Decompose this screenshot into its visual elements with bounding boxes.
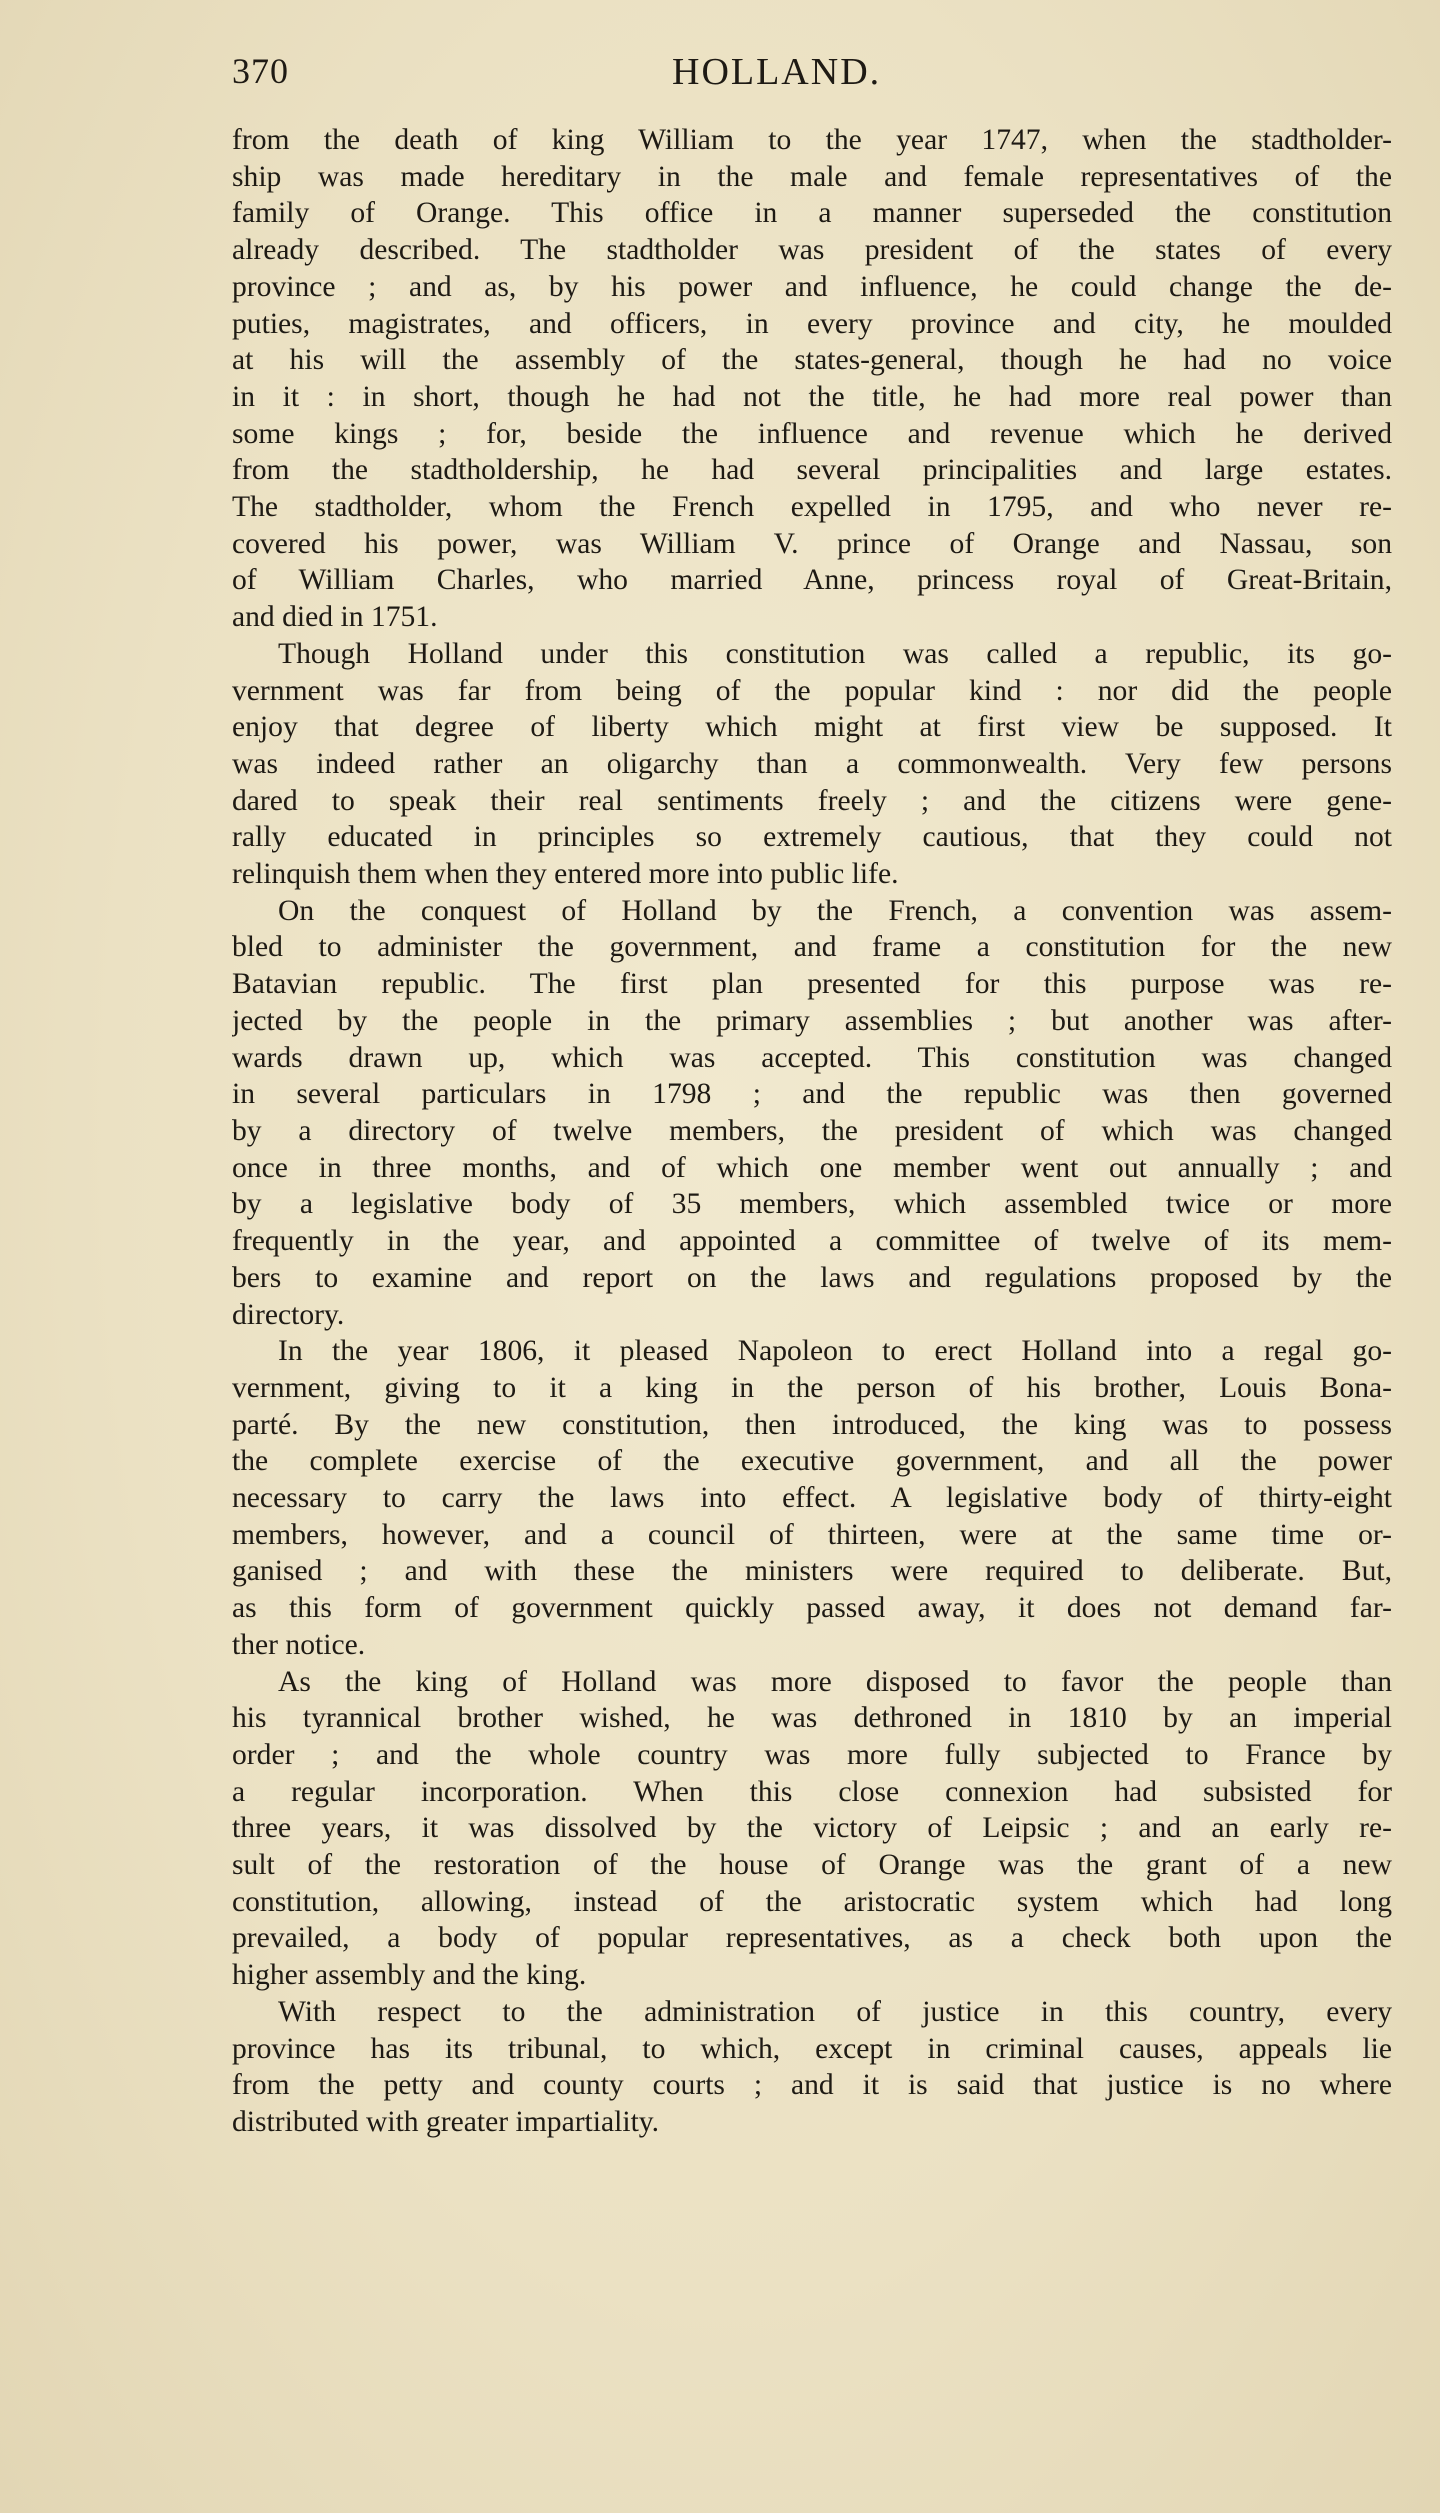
paragraph [232,1664,1392,1994]
text-line: in several particulars in 1798 ; and the republic was then governed [232,1078,1392,1111]
text-line: his tyrannical brother wished, he was dethroned in 1810 by an imperial [232,1702,1392,1735]
text-line: members, however, and a council of thirteen, were at the same time or- [232,1518,1392,1551]
text-line: ther notice. [232,1628,366,1661]
paragraph [232,122,1392,636]
text-line: once in three months, and of which one member went out annually ; and [232,1151,1392,1184]
text-line: order ; and the whole country was more fully subjected to France by [232,1738,1392,1771]
text-line: bled to administer the government, and frame a constitution for the new [232,931,1392,964]
paragraph [232,636,1392,893]
text-line: distributed with greater impartiality. [232,2105,660,2138]
text-line: constitution, allowing, instead of the aristocratic system which had long [232,1885,1392,1918]
text-line: family of Orange. This office in a manner superseded the constitution [232,197,1392,230]
text-line: enjoy that degree of liberty which might at first view be supposed. It [232,711,1392,744]
text-line: wards drawn up, which was accepted. This constitution was changed [232,1041,1392,1074]
text-line: the complete exercise of the executive government, and all the power [232,1445,1392,1478]
running-header [232,50,1392,100]
text-line: vernment was far from being of the popular kind : nor did the people [232,674,1392,707]
text-line: bers to examine and report on the laws and regulations proposed by the [232,1261,1392,1294]
text-line: directory. [232,1298,345,1331]
text-line: at his will the assembly of the states-general, though he had no voice [232,344,1392,377]
text-line: ganised ; and with these the ministers were required to deliberate. But, [232,1555,1392,1588]
text-line: frequently in the year, and appointed a committee of twelve of its mem- [232,1225,1392,1258]
text-line: necessary to carry the laws into effect. A legislative body of thirty-eight [232,1482,1392,1515]
text-line: In the year 1806, it pleased Napoleon to erect Holland into a regal go- [278,1335,1392,1368]
text-line: relinquish them when they entered more into public life. [232,858,899,891]
text-line: With respect to the administration of justice in this country, every [278,1995,1392,2028]
paragraph [232,893,1392,1333]
text-line: puties, magistrates, and officers, in every province and city, he moulded [232,307,1392,340]
text-line: from the death of king William to the year 1747, when the stadtholder- [232,124,1392,156]
text-line: Though Holland under this constitution was called a republic, its go- [278,637,1392,670]
text-line: was indeed rather an oligarchy than a commonwealth. Very few persons [232,747,1392,780]
paragraph [232,1994,1392,2141]
text-line: some kings ; for, beside the influence and revenue which he derived [232,417,1392,450]
text-line: ship was made hereditary in the male and female representatives of the [232,160,1392,193]
text-line: by a directory of twelve members, the president of which was changed [232,1114,1392,1147]
text-line: sult of the restoration of the house of Orange was the grant of a new [232,1849,1392,1882]
page-number: 370 [232,51,289,91]
text-line: of William Charles, who married Anne, princess royal of Great-Britain, [232,564,1392,597]
text-line: from the petty and county courts ; and it is said that justice is no where [232,2069,1392,2102]
paragraph [232,1333,1392,1663]
text-line: province ; and as, by his power and influence, he could change the de- [232,270,1392,303]
text-line: dared to speak their real sentiments freely ; and the citizens were gene- [232,784,1392,817]
text-line: a regular incorporation. When this close connexion had subsisted for [232,1775,1392,1808]
text-line: covered his power, was William V. prince of Orange and Nassau, son [232,527,1392,560]
text-line: prevailed, a body of popular representatives, as a check both upon the [232,1922,1392,1955]
text-line: from the stadtholdership, he had several principalities and large estates. [232,454,1392,487]
text-line: jected by the people in the primary assemblies ; but another was after- [232,1004,1392,1037]
text-line: higher assembly and the king. [232,1959,587,1992]
running-title: HOLLAND. [672,51,882,93]
text-line: province has its tribunal, to which, except in criminal causes, appeals lie [232,2032,1392,2065]
text-line: rally educated in principles so extremely cautious, that they could not [232,821,1392,854]
text-line: three years, it was dissolved by the victory of Leipsic ; and an early re- [232,1812,1392,1845]
text-line: vernment, giving to it a king in the person of his brother, Louis Bona- [232,1371,1392,1404]
text-line: On the conquest of Holland by the French, a convention was assem- [278,894,1392,927]
text-line: As the king of Holland was more disposed to favor the people than [278,1665,1392,1698]
text-line: as this form of government quickly passed away, it does not demand far- [232,1592,1392,1625]
text-line: already described. The stadtholder was president of the states of every [232,234,1392,267]
text-line: Batavian republic. The first plan presented for this purpose was re- [232,968,1392,1001]
text-line: and died in 1751. [232,601,438,634]
body-text [232,122,1392,2141]
text-line: by a legislative body of 35 members, which assembled twice or more [232,1188,1392,1221]
text-line: The stadtholder, whom the French expelled in 1795, and who never re- [232,491,1392,524]
text-line: in it : in short, though he had not the title, he had more real power than [232,380,1392,413]
text-line: parté. By the new constitution, then introduced, the king was to possess [232,1408,1392,1441]
